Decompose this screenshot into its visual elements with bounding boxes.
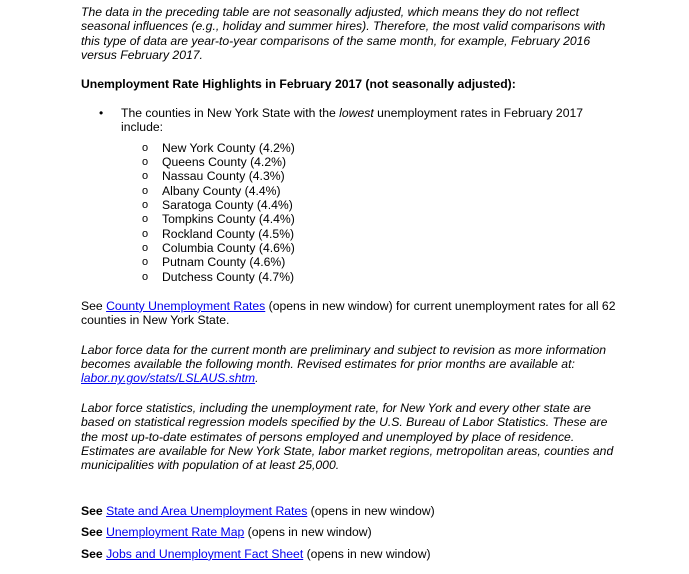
paren-open: ( (245, 169, 253, 184)
circle-bullet-icon: o (142, 270, 149, 283)
county-rate: 4.6% (253, 255, 282, 270)
see-link-row (81, 501, 621, 523)
see-link-row (81, 522, 621, 544)
county-list-item (142, 269, 621, 284)
bullet-text-after: unemployment rates in February 2017 include: (121, 106, 584, 135)
see-link-suffix: (opens in new window) (303, 546, 431, 561)
county-list-item (142, 169, 621, 184)
preliminary-text: Labor force data for the current month are preliminary and subject to revision as more information becomes available the following month. Revised estimates for prior months are available at: (81, 342, 606, 372)
county-list-item (142, 155, 621, 170)
bullet-icon: • (99, 106, 104, 121)
paren-open: ( (241, 183, 249, 198)
county-name: Columbia County (162, 240, 256, 255)
paren-close: ) (276, 183, 281, 198)
county-name: Saratoga County (162, 198, 254, 213)
paren-close: ) (280, 169, 285, 184)
statistics-paragraph: Labor force statistics, including the unemployment rate, for New York and every other state are based on statistical regression models specified by the U.S. Bureau of Labor Statistics. These are the most up-to-date estimates of persons employed and unemployed by place of residence. Estimates are available for New York State, labor market regions, metropolitan areas, counties and municipalities with population of at least 25,000. (81, 400, 614, 473)
bullet-text (121, 106, 583, 134)
county-name: Queens County (162, 155, 247, 170)
county-rates-paragraph (81, 299, 621, 328)
circle-bullet-icon: o (142, 184, 149, 197)
circle-bullet-icon: o (142, 170, 149, 183)
paren-open: ( (255, 212, 263, 227)
county-list-item (142, 198, 621, 213)
circle-bullet-icon: o (142, 156, 149, 169)
see-links-list (81, 501, 621, 566)
circle-bullet-icon: o (142, 256, 149, 269)
intro-paragraph: The data in the preceding table are not seasonally adjusted, which means they do not reflect seasonal influences (e.g., holiday and summer hires). Therefore, the most valid comparisons with this type of data are year-to-year comparisons of the same month, for example, February 2016 versus February 2017. (81, 5, 606, 63)
bullet-text-before: The counties in New York State with the (121, 106, 340, 121)
county-name: Rockland County (162, 226, 255, 241)
paren-close: ) (290, 140, 295, 155)
county-name: Putnam County (162, 255, 247, 270)
paren-close: ) (281, 255, 286, 270)
circle-bullet-icon: o (142, 241, 149, 254)
paren-open: ( (246, 255, 254, 270)
county-rates-suffix: (opens in new window) for current unemployment rates for all 62 counties in New York State. (81, 298, 616, 328)
paren-close: ) (288, 198, 293, 213)
circle-bullet-icon: o (142, 199, 149, 212)
paren-open: ( (253, 198, 261, 213)
paren-close: ) (290, 226, 295, 241)
county-name: Albany County (162, 183, 242, 198)
preliminary-suffix: . (255, 371, 259, 386)
circle-bullet-icon: o (142, 227, 149, 240)
paren-open: ( (254, 226, 263, 241)
county-unemployment-rates-link[interactable]: County Unemployment Rates (106, 298, 266, 313)
see-label: See (81, 546, 103, 561)
paren-close: ) (290, 212, 295, 227)
bullet-text-emphasis: lowest (339, 106, 374, 121)
county-name: New York County (162, 140, 256, 155)
document-page (81, 5, 621, 565)
county-list-item (142, 140, 621, 155)
see-link-row (81, 544, 621, 566)
county-list (81, 141, 621, 284)
paren-close: ) (290, 240, 295, 255)
county-rates-prefix: See (81, 298, 107, 313)
county-rate: 4.7% (262, 269, 291, 284)
county-list-item (142, 240, 621, 255)
county-list-item (142, 255, 621, 270)
county-list-item (142, 226, 621, 241)
county-name: Tompkins County (162, 212, 256, 227)
paren-open: ( (255, 240, 263, 255)
paren-open: ( (255, 140, 263, 155)
county-rate: 4.5% (262, 226, 291, 241)
county-name: Nassau County (162, 169, 246, 184)
paren-open: ( (254, 269, 263, 284)
county-name: Dutchess County (162, 269, 255, 284)
highlights-heading: Unemployment Rate Highlights in February 2017 (not seasonally adjusted): (81, 76, 516, 91)
see-link-suffix: (opens in new window) (307, 503, 435, 518)
paren-close: ) (290, 269, 295, 284)
county-rate: 4.2% (262, 140, 291, 155)
see-link-suffix: (opens in new window) (244, 525, 372, 540)
see-label: See (81, 503, 103, 518)
see-link[interactable]: Unemployment Rate Map (106, 525, 245, 540)
county-rate: 4.4% (248, 183, 277, 198)
county-list-item (142, 183, 621, 198)
county-rate: 4.3% (252, 169, 281, 184)
see-link[interactable]: State and Area Unemployment Rates (106, 503, 308, 518)
preliminary-paragraph (81, 343, 621, 386)
lslaus-link[interactable]: labor.ny.gov/stats/LSLAUS.shtm (81, 371, 256, 386)
paren-open: ( (246, 155, 255, 170)
circle-bullet-icon: o (142, 141, 149, 154)
county-rate: 4.4% (260, 198, 289, 213)
county-rate: 4.6% (262, 240, 291, 255)
paren-close: ) (281, 155, 286, 170)
see-label: See (81, 525, 103, 540)
county-rate: 4.4% (262, 212, 291, 227)
county-list-item (142, 212, 621, 227)
see-link[interactable]: Jobs and Unemployment Fact Sheet (106, 546, 304, 561)
county-rate: 4.2% (254, 155, 282, 170)
highlights-bullet (81, 106, 621, 135)
circle-bullet-icon: o (142, 213, 149, 226)
